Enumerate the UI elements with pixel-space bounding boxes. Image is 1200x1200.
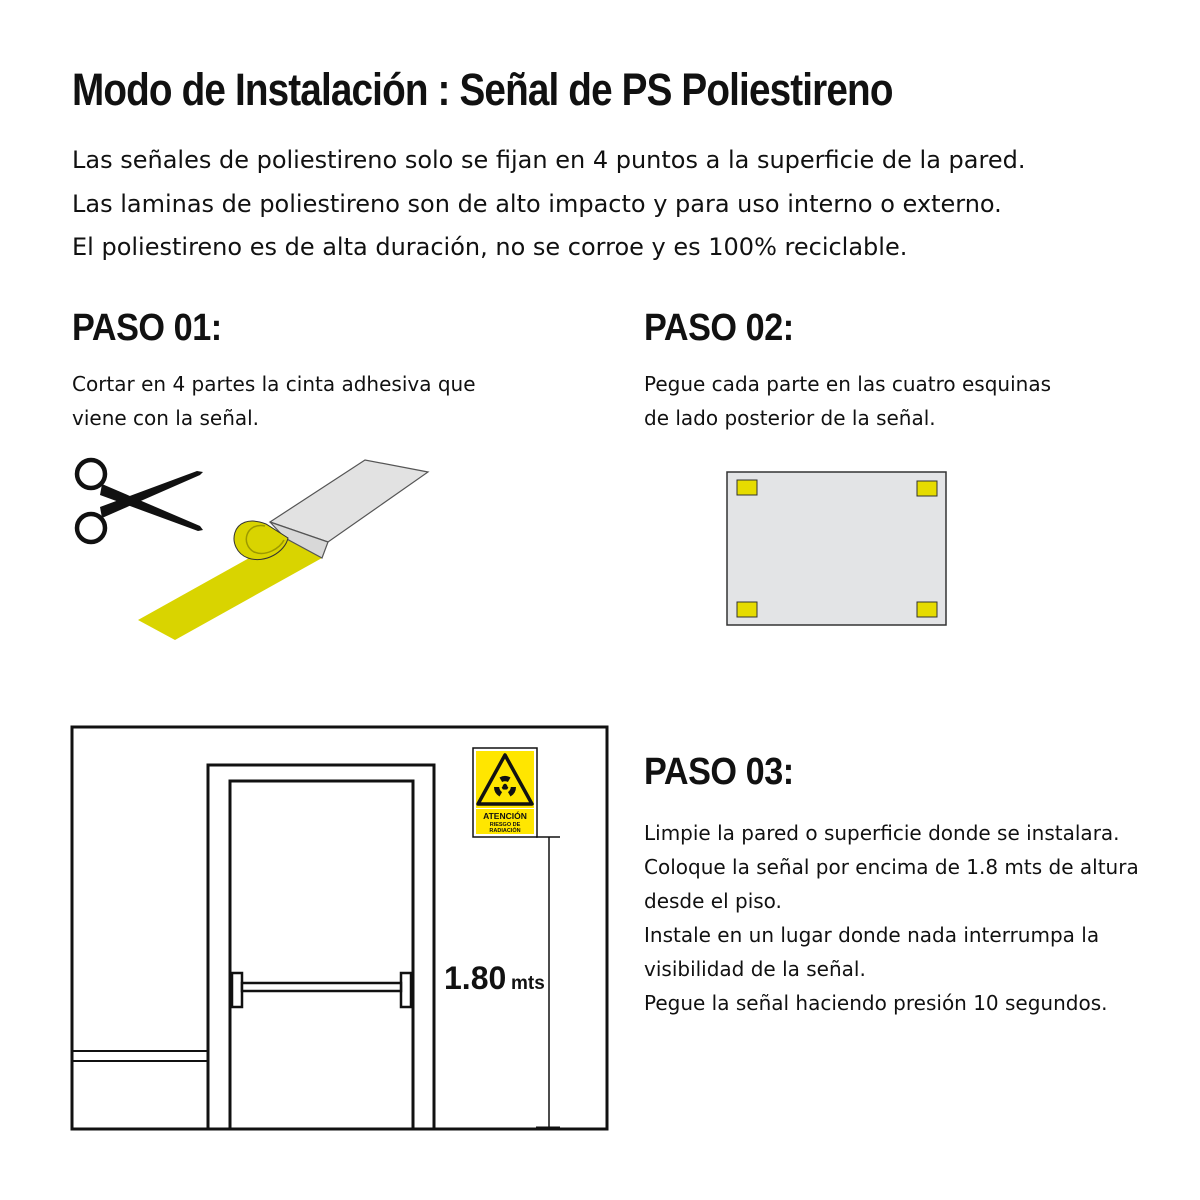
step-2-text [644,367,1051,435]
scissors-tape-illustration [60,440,440,680]
step-3-line-4: Instale en un lugar donde nada interrumpa la [644,923,1100,947]
step-3-line-2: Coloque la señal por encima de 1.8 mts de altura [644,855,1139,879]
step-3-title: PASO 03: [644,751,794,793]
step-1-line-1: Cortar en 4 partes la cinta adhesiva que [72,372,476,396]
step-2-title: PASO 02: [644,307,794,349]
step-3-line-3: desde el piso. [644,889,782,913]
step-3-line-1: Limpie la pared o superficie donde se instalara. [644,821,1120,845]
adhesive-pad-bottom-right [917,602,937,617]
adhesive-pad-top-left [737,480,757,495]
sign-line-1: ATENCIÓN [483,811,527,821]
adhesive-pad-bottom-left [737,602,757,617]
height-value: 1.80 [444,960,507,996]
step-3-line-5: visibilidad de la señal. [644,957,866,981]
sign-back-illustration [726,471,948,627]
step-2-line-1: Pegue cada parte en las cuatro esquinas [644,372,1052,396]
intro-text [72,139,1025,270]
adhesive-tape-icon [138,460,428,640]
step-3-line-6: Pegue la señal haciendo presión 10 segundos. [644,991,1108,1015]
step-1-text [72,367,476,435]
intro-line-2: Las laminas de poliestireno son de alto impacto y para uso interno o externo. [72,189,1002,218]
step-1-line-2: viene con la señal. [72,406,260,430]
step-1-title: PASO 01: [72,307,222,349]
scissors-icon [77,460,203,542]
intro-line-3: El poliestireno es de alta duración, no se corroe y es 100% reciclable. [72,233,908,261]
height-unit: mts [511,973,545,994]
sign-line-2: RIESGO DE [489,822,521,828]
wall-door-illustration [70,725,612,1135]
page-title: Modo de Instalación : Señal de PS Poliestireno [72,64,893,115]
intro-line-1: Las señales de poliestireno solo se fijan en 4 puntos a la superficie de la pared. [72,146,1026,174]
step-2-line-2: de lado posterior de la señal. [644,406,936,430]
step-3-text [644,816,1139,1020]
radiation-warning-sign [473,748,537,837]
adhesive-pad-top-right [917,481,937,496]
sign-line-3: RADIACIÓN [489,828,521,834]
